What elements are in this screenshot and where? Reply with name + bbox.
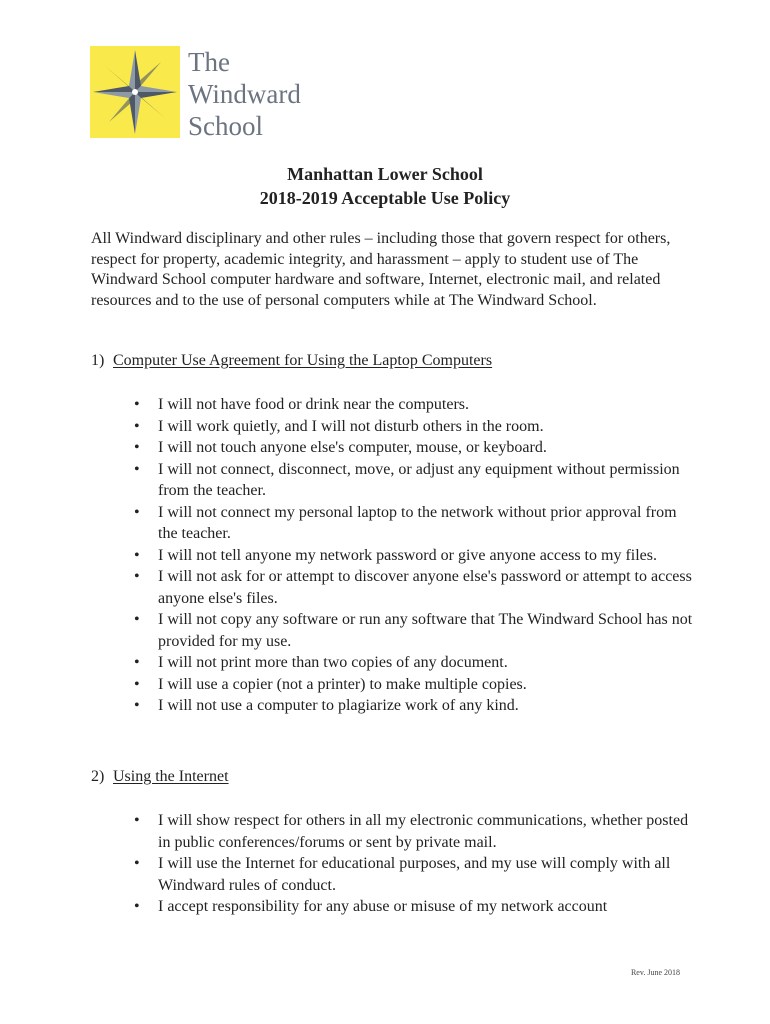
list-item: • I will not tell anyone my network password or give anyone access to my files. [134,545,694,567]
list-item: • I will use the Internet for educational purposes, and my use will comply with all Windward rules of conduct. [134,853,694,896]
internet-rules-list [134,810,694,918]
title-line-2: 2018-2019 Acceptable Use Policy [259,188,511,208]
list-item: • I will not touch anyone else's computer, mouse, or keyboard. [134,437,694,459]
logo-wordmark [188,46,301,142]
intro-paragraph: All Windward disciplinary and other rules – including those that govern respect for others, respect for property, academic integrity, and harassment – apply to student use of The Windward School computer hardware and software, Internet, electronic mail, and related resources and to the use of personal computers while at The Windward School. [91,230,671,309]
list-item: • I will use a copier (not a printer) to make multiple copies. [134,674,694,696]
section-number: 2) [91,768,105,785]
computer-use-rules-list [134,394,694,717]
compass-star-icon [90,46,180,138]
list-item: • I will not connect, disconnect, move, or adjust any equipment without permission from the teacher. [134,459,694,502]
section-title: Using the Internet [113,768,229,785]
list-item: • I will not ask for or attempt to discover anyone else's password or attempt to access anyone else's files. [134,566,694,609]
list-item: • I will not print more than two copies of any document. [134,652,694,674]
school-logo [90,46,330,142]
list-item: • I will not copy any software or run any software that The Windward School has not provided for my use. [134,609,694,652]
list-item: • I will show respect for others in all my electronic communications, whether posted in public conferences/forums or sent by private mail. [134,810,694,853]
list-item: • I will not have food or drink near the computers. [134,394,694,416]
list-item: • I accept responsibility for any abuse or misuse of my network account [134,896,694,918]
logo-line-2: Windward [188,79,301,109]
section-title: Computer Use Agreement for Using the Laptop Computers [113,352,493,369]
document-title [0,162,770,210]
logo-line-1: The [188,47,230,77]
revision-note: Rev. June 2018 [630,968,680,977]
section-heading-internet [91,767,229,787]
logo-line-3: School [188,111,264,141]
section-heading-computer-use [91,351,492,371]
list-item: • I will not connect my personal laptop to the network without prior approval from the teacher. [134,502,694,545]
title-line-1: Manhattan Lower School [287,164,483,184]
section-number: 1) [91,352,105,369]
list-item: • I will work quietly, and I will not disturb others in the room. [134,416,694,438]
list-item: • I will not use a computer to plagiarize work of any kind. [134,695,694,717]
